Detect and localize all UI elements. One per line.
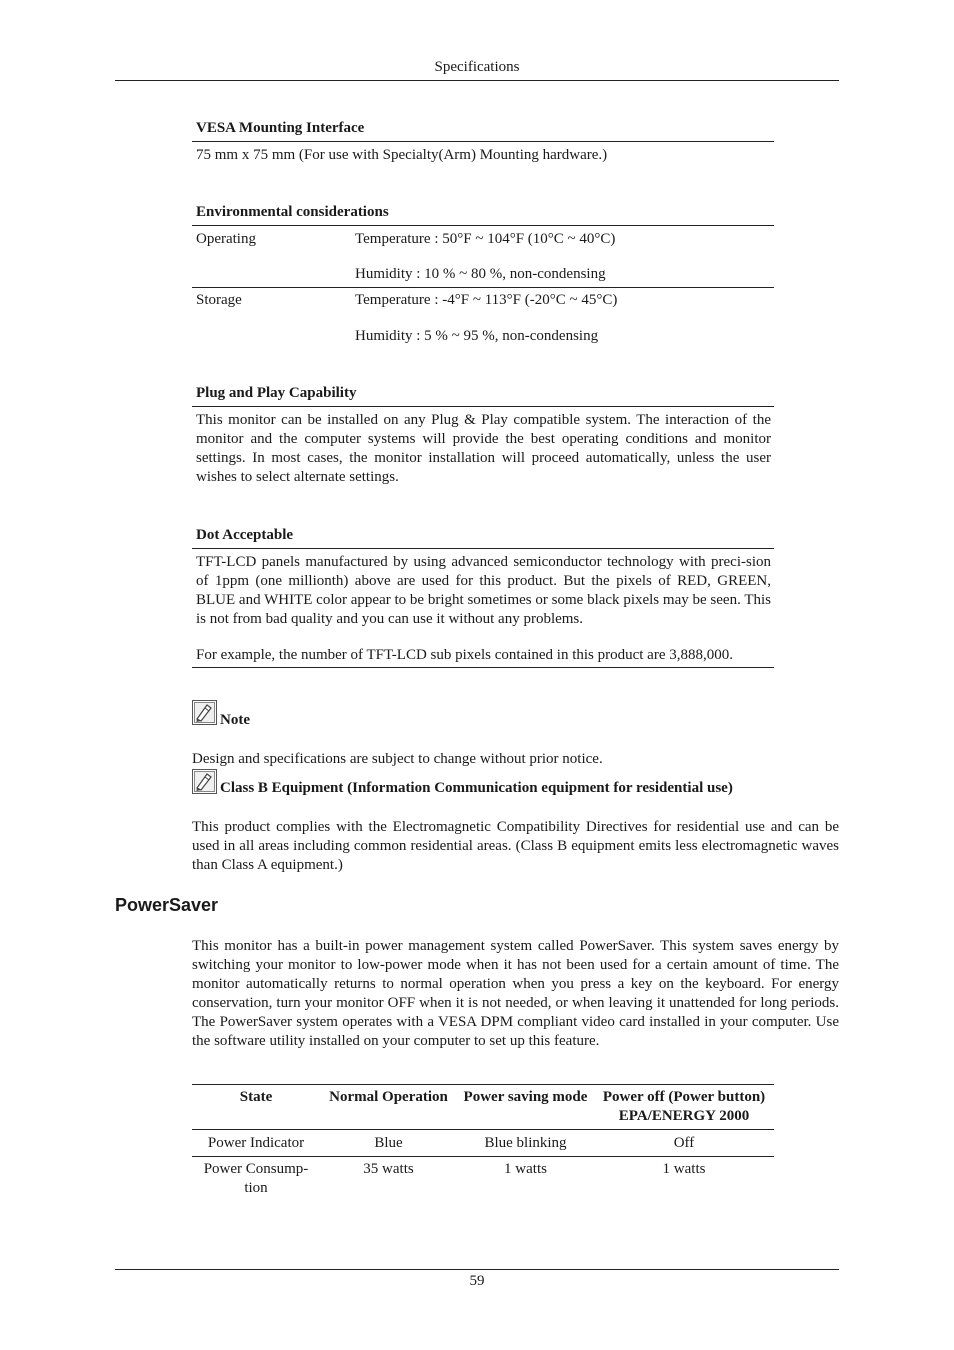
powersaver-heading: PowerSaver bbox=[115, 895, 219, 915]
operating-temperature: Temperature : 50°F ~ 104°F (10°C ~ 40°C) bbox=[355, 231, 616, 247]
class-b-text: This product complies with the Electromagnetic Compatibility Directives for residential use and can be used in all areas including common residential areas. (Class B equipment emits less electromagnetic waves than Class A equipment.) bbox=[192, 819, 839, 873]
dot-acceptable-text: TFT-LCD panels manufactured by using advanced semiconductor technology with preci-sion of 1ppm (one millionth) above are used for this product. But the pixels of RED, GREEN, BLUE and WHITE color appear to be bright sometimes or some black pixels may be seen. This is not from bad quality and you can use it without any problems. bbox=[196, 554, 771, 627]
note-icon bbox=[192, 769, 217, 794]
table-header-normal: Normal Operation bbox=[329, 1089, 448, 1105]
table-cell: 35 watts bbox=[363, 1161, 414, 1177]
table-cell: tion bbox=[244, 1180, 268, 1196]
storage-label: Storage bbox=[196, 292, 242, 308]
vesa-divider bbox=[192, 141, 774, 142]
environment-row-divider bbox=[192, 287, 774, 288]
table-header-energy: EPA/ENERGY 2000 bbox=[618, 1108, 750, 1124]
table-cell: Power Consump- bbox=[203, 1161, 309, 1177]
class-b-label: Class B Equipment (Information Communication equipment for residential use) bbox=[220, 780, 733, 796]
table-top-divider bbox=[192, 1084, 774, 1085]
dot-acceptable-bottom-divider bbox=[192, 667, 774, 668]
page-number: 59 bbox=[469, 1273, 485, 1289]
table-cell: 1 watts bbox=[662, 1161, 706, 1177]
dot-acceptable-title: Dot Acceptable bbox=[196, 527, 294, 543]
plug-and-play-divider bbox=[192, 406, 774, 407]
note-icon bbox=[192, 700, 217, 725]
operating-humidity: Humidity : 10 % ~ 80 %, non-condensing bbox=[355, 266, 606, 282]
plug-and-play-text: This monitor can be installed on any Plug & Play compatible system. The interaction of the monitor and the computer systems will provide the best operating conditions and monitor settings. In most cases, the monitor installation will proceed automatically, unless the user wishes to select alternate settings. bbox=[196, 412, 771, 485]
table-cell: 1 watts bbox=[504, 1161, 547, 1177]
dot-acceptable-divider bbox=[192, 548, 774, 549]
table-header-saving: Power saving mode bbox=[463, 1089, 588, 1105]
environment-divider bbox=[192, 225, 774, 226]
storage-temperature: Temperature : -4°F ~ 113°F (-20°C ~ 45°C) bbox=[355, 292, 618, 308]
table-header-divider bbox=[192, 1129, 774, 1130]
table-header-power-off: Power off (Power button) bbox=[602, 1089, 766, 1105]
environment-title: Environmental considerations bbox=[196, 204, 389, 220]
storage-humidity: Humidity : 5 % ~ 95 %, non-condensing bbox=[355, 328, 599, 344]
plug-and-play-title: Plug and Play Capability bbox=[196, 385, 357, 401]
footer-divider bbox=[115, 1269, 839, 1270]
table-cell: Blue bbox=[374, 1135, 403, 1151]
note-label: Note bbox=[220, 712, 250, 728]
table-row-divider bbox=[192, 1156, 774, 1157]
operating-label: Operating bbox=[196, 231, 256, 247]
page-header-title: Specifications bbox=[434, 59, 520, 75]
powersaver-text: This monitor has a built-in power management system called PowerSaver. This system saves energy by switching your monitor to low-power mode when it has not been used for a certain amount of time. The monitor automatically returns to normal operation when you press a key on the keyboard. For energy conservation, turn your monitor OFF when it is not needed, or when leaving it unattended for long periods. The PowerSaver system operates with a VESA DPM compliant video card installed in your computer. Use the software utility installed on your computer to set up this feature. bbox=[192, 938, 839, 1049]
dot-acceptable-example: For example, the number of TFT-LCD sub pixels contained in this product are 3,888,000. bbox=[196, 647, 733, 663]
vesa-text: 75 mm x 75 mm (For use with Specialty(Arm) Mounting hardware.) bbox=[196, 147, 608, 163]
vesa-title: VESA Mounting Interface bbox=[196, 120, 365, 136]
table-header-state: State bbox=[239, 1089, 273, 1105]
header-divider bbox=[115, 80, 839, 81]
note-text: Design and specifications are subject to change without prior notice. bbox=[192, 751, 603, 767]
table-cell: Off bbox=[673, 1135, 695, 1151]
table-cell: Blue blinking bbox=[484, 1135, 567, 1151]
table-cell: Power Indicator bbox=[207, 1135, 305, 1151]
